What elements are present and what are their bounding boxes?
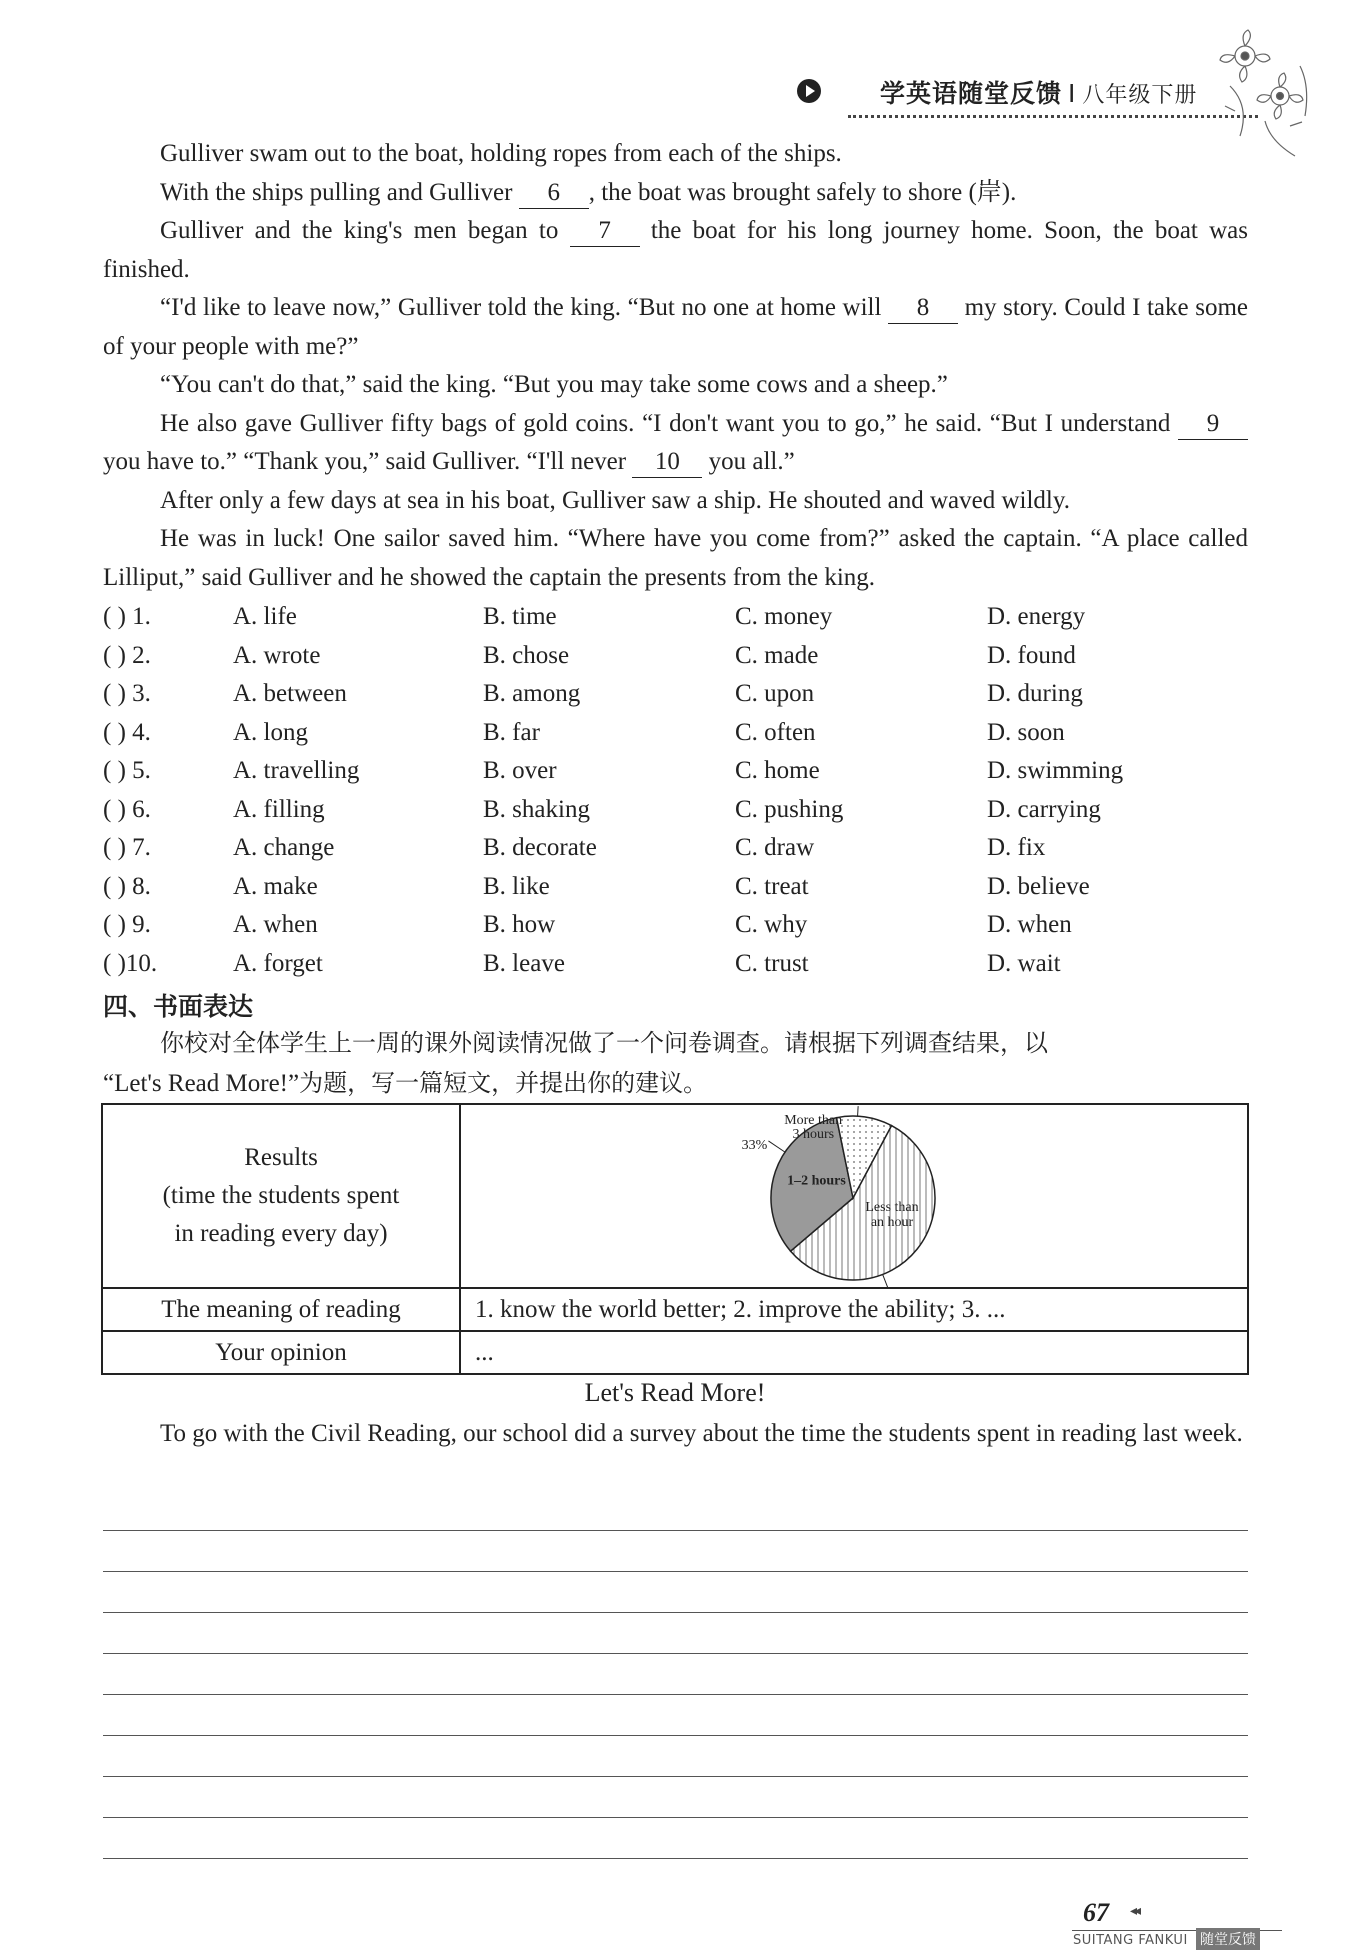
option-b: B. like	[483, 872, 550, 900]
option-row	[103, 714, 1248, 753]
question-number[interactable]: ( ) 7.	[103, 834, 151, 861]
pie-leader-line	[858, 1106, 859, 1116]
pie-chart	[461, 1105, 1247, 1287]
essay-title: Let's Read More!	[584, 1378, 766, 1407]
writing-line[interactable]	[103, 1858, 1248, 1859]
option-row	[103, 945, 1248, 984]
option-row	[103, 791, 1248, 830]
instruction-line1: 你校对全体学生上一周的课外阅读情况做了一个问卷调查。请根据下列调查结果，以	[160, 1029, 1048, 1057]
instruction-line2: 为题，写一篇短文，并提出你的建议。	[299, 1068, 708, 1097]
option-b: B. chose	[483, 641, 570, 669]
option-c: C. trust	[735, 949, 809, 977]
essay-intro-text: To go with the Civil Reading, our school did a survey about the time the students spent in reading last week.	[160, 1420, 1243, 1447]
cloze-passage	[103, 135, 1248, 597]
writing-line[interactable]	[103, 1571, 1248, 1572]
passage-paragraph	[103, 174, 1248, 213]
option-row	[103, 637, 1248, 676]
option-d: D. energy	[987, 603, 1086, 630]
passage-paragraph	[103, 482, 1248, 521]
page-arrows-icon: ◂◂	[1130, 1904, 1139, 1919]
chart-cell	[460, 1104, 1248, 1288]
pie-label: an hour	[870, 1215, 914, 1231]
option-c: C. upon	[735, 680, 815, 707]
option-c: C. often	[735, 718, 816, 746]
option-a: A. long	[233, 718, 308, 746]
opinion-label: Your opinion	[215, 1338, 347, 1366]
results-label-cell	[102, 1104, 460, 1288]
option-b: B. shaking	[483, 795, 590, 823]
writing-line[interactable]	[103, 1530, 1248, 1531]
option-c: C. draw	[735, 834, 815, 861]
pie-label: 3 hours	[792, 1127, 835, 1143]
pie-label: Less than	[865, 1200, 919, 1216]
passage-paragraph	[103, 289, 1248, 366]
option-d: D. during	[987, 680, 1083, 707]
question-number[interactable]: ( ) 6.	[103, 795, 151, 823]
pie-leader-line	[768, 1141, 785, 1152]
option-b: B. leave	[483, 949, 565, 977]
cloze-blank[interactable]: 10	[632, 447, 702, 478]
survey-table	[101, 1103, 1249, 1375]
question-number[interactable]: ( ) 3.	[103, 680, 151, 707]
writing-line[interactable]	[103, 1735, 1248, 1736]
option-d: D. fix	[987, 834, 1046, 861]
header-title	[880, 74, 1197, 110]
option-d: D. soon	[987, 718, 1065, 746]
passage-text: Gulliver swam out to the boat, holding ropes from each of the ships.	[160, 140, 842, 167]
option-b: B. among	[483, 680, 581, 707]
option-c: C. pushing	[735, 795, 844, 823]
cloze-options	[103, 598, 1248, 983]
opinion-value-cell	[460, 1331, 1248, 1374]
cloze-blank[interactable]: 7	[570, 216, 640, 247]
option-a: A. wrote	[233, 641, 321, 669]
passage-text: you all.”	[702, 448, 795, 475]
passage-text: the boat for his long journey home. Soon, the boat was finished.	[103, 217, 1249, 283]
header-dotted-rule	[848, 115, 1258, 118]
passage-text: my story. Could I take some of your people with me?”	[103, 294, 1248, 360]
passage-text: you have to.” “Thank you,” said Gulliver. “I'll never	[103, 448, 633, 475]
option-c: C. home	[735, 757, 820, 784]
pie-label: More than	[784, 1113, 843, 1129]
option-d: D. swimming	[987, 757, 1124, 784]
question-number[interactable]: ( ) 2.	[103, 641, 151, 669]
option-b: B. over	[483, 757, 557, 784]
option-d: D. wait	[987, 949, 1061, 977]
grade-label: 八年级下册	[1082, 83, 1198, 108]
option-row	[103, 675, 1248, 714]
passage-text: “I'd like to leave now,” Gulliver told the king. “But no one at home will	[160, 294, 888, 321]
passage-text: “You can't do that,” said the king. “But you may take some cows and a sheep.”	[160, 371, 948, 398]
writing-instructions	[103, 1024, 1248, 1103]
instruction-quote: “Let's Read More!”	[103, 1069, 300, 1097]
passage-paragraph	[103, 366, 1248, 405]
question-number[interactable]: ( )10.	[103, 949, 158, 977]
option-a: A. make	[233, 872, 318, 900]
results-sub1: (time the students spent	[162, 1182, 400, 1209]
question-number[interactable]: ( ) 4.	[103, 718, 151, 746]
option-row	[103, 598, 1248, 637]
opinion-value: ...	[475, 1338, 494, 1366]
option-a: A. life	[233, 603, 297, 630]
pie-leader-line	[883, 1274, 891, 1287]
question-number[interactable]: ( ) 8.	[103, 872, 151, 900]
option-d: D. believe	[987, 872, 1090, 900]
option-c: C. treat	[735, 872, 809, 900]
question-number[interactable]: ( ) 1.	[103, 603, 151, 630]
question-number[interactable]: ( ) 5.	[103, 757, 151, 784]
pie-label: 1–2 hours	[787, 1173, 846, 1189]
passage-text: He also gave Gulliver fifty bags of gold coins. “I don't want you to go,” he said. “But I understand	[160, 409, 1178, 437]
meaning-value: 1. know the world better; 2. improve the ability; 3. ...	[475, 1295, 1006, 1323]
page-number: 67	[1083, 1898, 1109, 1927]
option-c: C. why	[735, 911, 808, 938]
meaning-label: The meaning of reading	[161, 1295, 401, 1323]
cloze-blank[interactable]: 6	[519, 178, 589, 209]
results-label: Results	[244, 1144, 318, 1171]
passage-paragraph	[103, 212, 1248, 289]
footer-badge: 随堂反馈	[1196, 1928, 1260, 1950]
essay-intro	[103, 1415, 1248, 1454]
passage-paragraph	[103, 520, 1248, 597]
passage-paragraph	[103, 135, 1248, 174]
meaning-label-cell	[102, 1288, 460, 1331]
option-b: B. far	[483, 718, 540, 746]
option-a: A. when	[233, 911, 318, 938]
meaning-value-cell	[460, 1288, 1248, 1331]
cloze-blank[interactable]: 8	[888, 293, 958, 324]
option-d: D. when	[987, 911, 1072, 938]
title-separator: I	[1068, 79, 1077, 108]
option-b: B. how	[483, 911, 556, 938]
option-a: A. change	[233, 834, 335, 861]
option-b: B. time	[483, 603, 557, 630]
option-row	[103, 906, 1248, 945]
section-title: 四、书面表达	[103, 992, 254, 1021]
writing-line[interactable]	[103, 1776, 1248, 1777]
option-a: A. filling	[233, 795, 325, 823]
passage-text: After only a few days at sea in his boat, Gulliver saw a ship. He shouted and waved wildly.	[160, 486, 1070, 514]
play-circle-icon	[796, 78, 822, 104]
pie-label: 33%	[741, 1137, 768, 1153]
writing-line[interactable]	[103, 1694, 1248, 1695]
option-row	[103, 752, 1248, 791]
passage-text: Gulliver and the king's men began to	[160, 217, 570, 244]
option-d: D. found	[987, 641, 1076, 669]
opinion-label-cell	[102, 1331, 460, 1374]
option-a: A. forget	[233, 949, 323, 977]
option-row	[103, 829, 1248, 868]
passage-text: , the boat was brought safely to shore (岸).	[588, 178, 1017, 206]
writing-line[interactable]	[103, 1653, 1248, 1654]
writing-line[interactable]	[103, 1612, 1248, 1613]
writing-line[interactable]	[103, 1817, 1248, 1818]
passage-text: He was in luck! One sailor saved him. “Where have you come from?” asked the captain. “A place called Lilliput,” said Gulliver and he showed the captain the presents from the king.	[103, 525, 1248, 591]
option-c: C. money	[735, 603, 833, 630]
option-a: A. travelling	[233, 757, 360, 784]
book-title: 学英语随堂反馈	[880, 79, 1063, 108]
option-d: D. carrying	[987, 795, 1101, 823]
option-b: B. decorate	[483, 834, 597, 861]
footer-latin: SUITANG FANKUI	[1073, 1933, 1188, 1948]
option-a: A. between	[233, 680, 347, 707]
option-row	[103, 868, 1248, 907]
cloze-blank[interactable]: 9	[1178, 409, 1248, 440]
passage-paragraph	[103, 405, 1248, 482]
results-sub2: in reading every day)	[174, 1220, 388, 1247]
option-c: C. made	[735, 641, 819, 669]
question-number[interactable]: ( ) 9.	[103, 911, 151, 938]
passage-text: With the ships pulling and Gulliver	[160, 178, 519, 206]
